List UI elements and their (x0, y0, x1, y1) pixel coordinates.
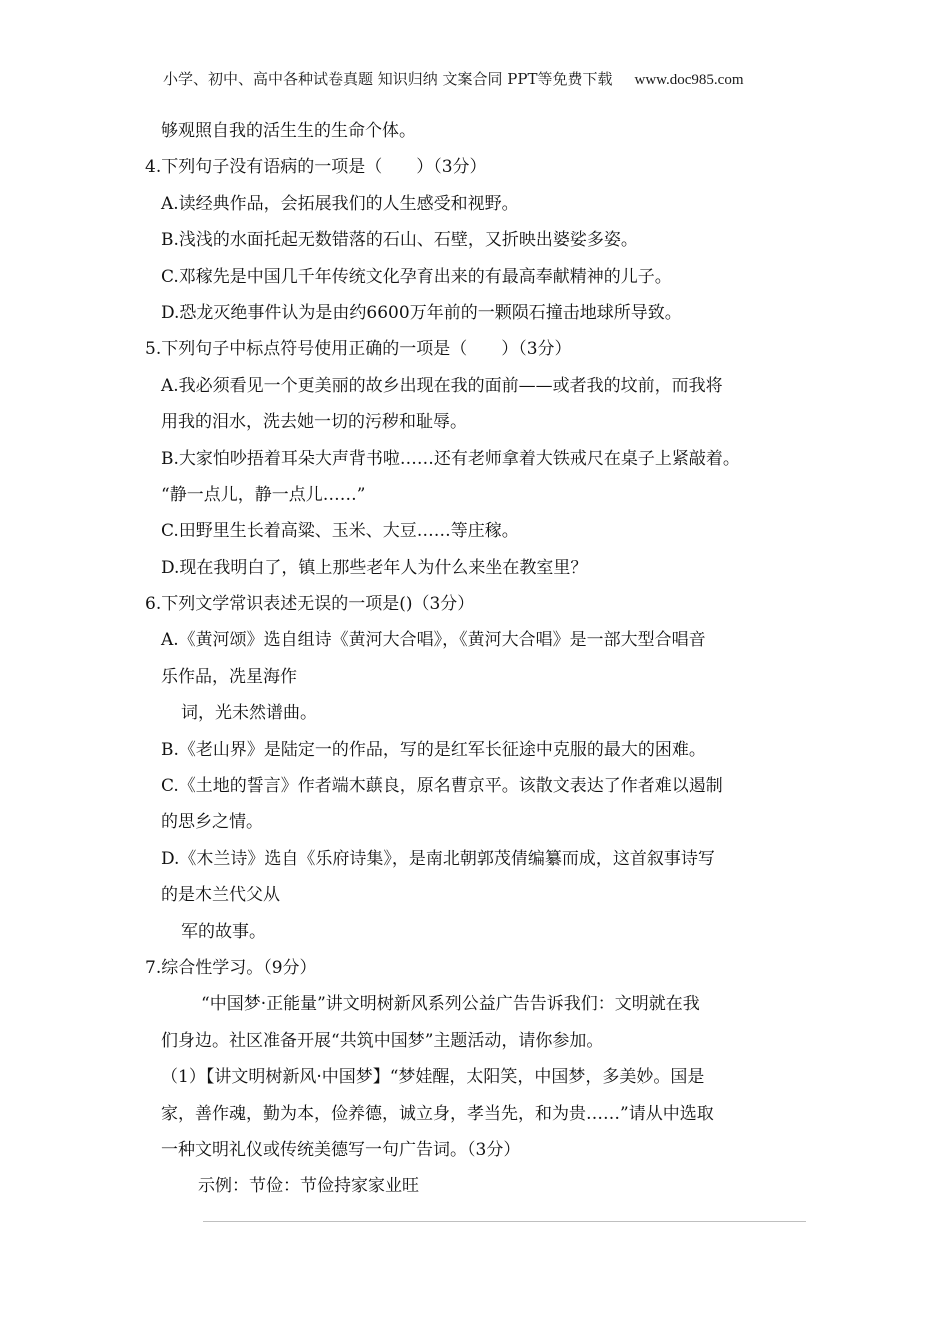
option-4a: A.读经典作品，会拓展我们的人生感受和视野。 (161, 193, 519, 214)
option-4b: B.浅浅的水面托起无数错落的石山、石壁，又折映出婆娑多姿。 (161, 230, 638, 251)
option-5a: A.我必须看见一个更美丽的故乡出现在我的面前——或者我的坟前，而我将 (161, 375, 723, 396)
question-7-intro: “中国梦·正能量”讲文明树新风系列公益广告告诉我们：文明就在我 (201, 994, 700, 1015)
subquestion-7-1: （1）【讲文明树新风·中国梦】“梦娃醒，太阳笑，中国梦，多美妙。国是 (161, 1067, 705, 1088)
page-header (163, 68, 803, 91)
option-6d-cont2: 军的故事。 (181, 921, 266, 942)
option-5c: C.田野里生长着高粱、玉米、大豆……等庄稼。 (161, 521, 519, 542)
option-6a-cont: 乐作品，冼星海作 (161, 666, 297, 687)
question-6: 6.下列文学常识表述无误的一项是()（3分） (145, 594, 475, 615)
header-site-link[interactable]: www.doc985.com (634, 72, 744, 88)
option-4c: C.邓稼先是中国几千年传统文化孕育出来的有最高奉献精神的儿子。 (161, 266, 672, 287)
text-line: 够观照自我的活生生的生命个体。 (161, 121, 416, 141)
question-7-intro-cont: 们身边。社区准备开展“共筑中国梦”主题活动，请你参加。 (161, 1030, 604, 1051)
header-text: 小学、初中、高中各种试卷真题 知识归纳 文案合同 PPT等免费下载 (163, 70, 613, 88)
option-5d: D.现在我明白了，镇上那些老年人为什么来坐在教室里？ (161, 557, 588, 578)
answer-line[interactable] (203, 1221, 806, 1222)
option-6c-cont: 的思乡之情。 (161, 812, 263, 833)
option-6a: A.《黄河颂》选自组诗《黄河大合唱》，《黄河大合唱》是一部大型合唱音 (161, 630, 706, 651)
document-body (0, 113, 950, 1205)
subquestion-7-1-cont2: 一种文明礼仪或传统美德写一句广告词。（3分） (161, 1139, 521, 1160)
option-6d: D.《木兰诗》选自《乐府诗集》，是南北朝郭茂倩编纂而成，这首叙事诗写 (161, 848, 715, 869)
question-4: 4.下列句子没有语病的一项是（ ）（3分） (145, 157, 487, 178)
option-6a-cont2: 词，光未然谱曲。 (181, 703, 317, 724)
option-5a-cont: 用我的泪水，洗去她一切的污秽和耻辱。 (161, 412, 467, 433)
option-6d-cont: 的是木兰代父从 (161, 885, 280, 906)
subquestion-7-1-cont: 家，善作魂，勤为本，俭养德，诚立身，孝当先，和为贵……”请从中选取 (161, 1103, 714, 1124)
example-answer: 示例：节俭：节俭持家家业旺 (198, 1176, 419, 1197)
option-6c: C.《土地的誓言》作者端木蕻良，原名曹京平。该散文表达了作者难以遏制 (161, 776, 723, 797)
option-4d: D.恐龙灭绝事件认为是由约6600万年前的一颗陨石撞击地球所导致。 (161, 302, 682, 323)
option-5b-cont: “静一点儿，静一点儿……” (161, 484, 366, 505)
option-6b: B.《老山界》是陆定一的作品，写的是红军长征途中克服的最大的困难。 (161, 739, 706, 760)
question-5: 5.下列句子中标点符号使用正确的一项是（ ）（3分） (145, 339, 572, 360)
question-7: 7.综合性学习。（9分） (145, 957, 317, 978)
option-5b: B.大家怕吵捂着耳朵大声背书啦……还有老师拿着大铁戒尺在桌子上紧敲着。 (161, 448, 740, 469)
